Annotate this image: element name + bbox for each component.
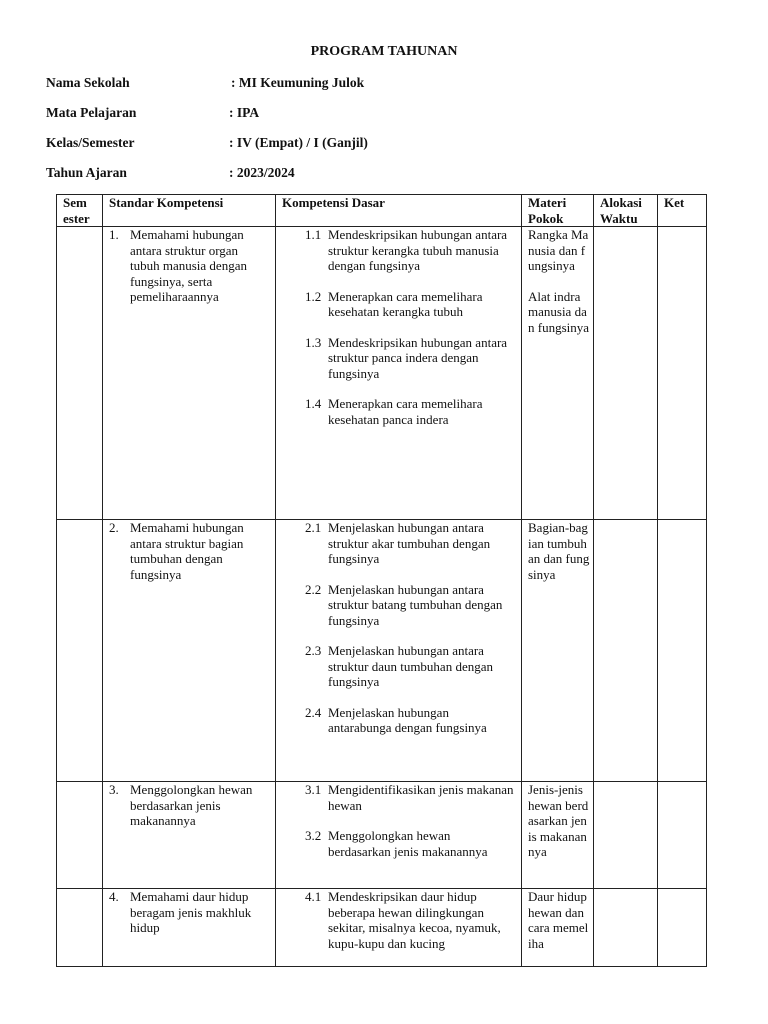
sk-number: 4. bbox=[109, 889, 119, 904]
kd-text: Menerapkan cara memelihara kesehatan panca indera bbox=[328, 396, 483, 427]
kd-text: Menjelaskan hubungan antara struktur batang tumbuhan dengan fungsinya bbox=[328, 581, 503, 628]
cell-kompetensi-dasar bbox=[276, 227, 522, 520]
materi-text: Alat indra manusia dan fungsinya bbox=[528, 288, 590, 335]
kd-number: 2.3 bbox=[305, 643, 322, 658]
kd-text: Mengidentifikasikan jenis makanan hewan bbox=[328, 782, 514, 813]
cell-semester bbox=[57, 227, 103, 520]
header-semester: Sem ester bbox=[57, 195, 103, 227]
cell-standar-kompetensi bbox=[103, 782, 276, 889]
sk-number: 3. bbox=[109, 782, 119, 797]
cell-ket bbox=[658, 889, 707, 967]
meta-label: Tahun Ajaran bbox=[46, 165, 127, 180]
kd-text: Menjelaskan hubungan antara struktur daun tumbuhan dengan fungsinya bbox=[328, 643, 493, 689]
cell-materi-pokok bbox=[522, 520, 594, 782]
cell-ket bbox=[658, 520, 707, 782]
cell-kompetensi-dasar bbox=[276, 520, 522, 782]
kd-number: 1.1 bbox=[305, 227, 322, 242]
kd-number: 2.1 bbox=[305, 520, 322, 535]
cell-standar-kompetensi bbox=[103, 520, 276, 782]
kd-text: Mendeskripsikan hubungan antara struktur panca indera dengan fungsinya bbox=[328, 334, 508, 381]
cell-standar-kompetensi bbox=[103, 889, 276, 967]
materi-text: Jenis-jenis hewan berdasarkan jenis makanannya bbox=[528, 782, 589, 859]
kd-number: 1.2 bbox=[305, 288, 322, 304]
cell-alokasi-waktu bbox=[594, 782, 658, 889]
kd-number: 3.2 bbox=[305, 828, 322, 843]
cell-kompetensi-dasar bbox=[276, 782, 522, 889]
header-materi-pokok: Materi Pokok bbox=[522, 195, 594, 227]
cell-alokasi-waktu bbox=[594, 227, 658, 520]
kd-text: Menjelaskan hubungan antarabunga dengan fungsinya bbox=[328, 704, 487, 735]
header-kompetensi-dasar: Kompetensi Dasar bbox=[276, 195, 522, 227]
cell-semester bbox=[57, 520, 103, 782]
kd-number: 3.1 bbox=[305, 782, 322, 797]
kd-text: Menjelaskan hubungan antara struktur akar tumbuhan dengan fungsinya bbox=[328, 520, 491, 566]
materi-text: Daur hidup hewan dan cara memeliha bbox=[528, 889, 589, 951]
table-row bbox=[57, 782, 707, 889]
cell-ket bbox=[658, 227, 707, 520]
table-row bbox=[57, 520, 707, 782]
kd-text: Menerapkan cara memelihara kesehatan kerangka tubuh bbox=[328, 288, 483, 319]
cell-materi-pokok bbox=[522, 782, 594, 889]
sk-text: Menggolongkan hewan berdasarkan jenis makanannya bbox=[130, 782, 253, 828]
sk-number: 1. bbox=[109, 227, 119, 242]
sk-text: Memahami daur hidup beragam jenis makhluk hidup bbox=[130, 889, 252, 935]
cell-alokasi-waktu bbox=[594, 889, 658, 967]
meta-label: Mata Pelajaran bbox=[46, 105, 137, 120]
cell-semester bbox=[57, 782, 103, 889]
program-table bbox=[56, 194, 707, 967]
meta-label: Nama Sekolah bbox=[46, 75, 130, 90]
meta-value: : 2023/2024 bbox=[229, 165, 295, 180]
meta-value: : MI Keumuning Julok bbox=[231, 75, 365, 90]
document-title: PROGRAM TAHUNAN bbox=[310, 44, 458, 59]
materi-text: Rangka Manusia dan fungsinya bbox=[528, 227, 589, 273]
cell-ket bbox=[658, 782, 707, 889]
cell-kompetensi-dasar bbox=[276, 889, 522, 967]
cell-alokasi-waktu bbox=[594, 520, 658, 782]
sk-text: Memahami hubungan antara struktur bagian tumbuhan dengan fungsinya bbox=[130, 520, 244, 582]
meta-value: : IPA bbox=[229, 105, 260, 120]
sk-text: Memahami hubungan antara struktur organ tubuh manusia dengan fungsinya, serta pemeliharaannya bbox=[130, 227, 247, 304]
kd-text: Mendeskripsikan hubungan antara struktur kerangka tubuh manusia dengan fungsinya bbox=[328, 227, 508, 273]
meta-label: Kelas/Semester bbox=[46, 135, 135, 150]
header-standar-kompetensi: Standar Kompetensi bbox=[103, 195, 276, 227]
cell-semester bbox=[57, 889, 103, 967]
meta-value: : IV (Empat) / I (Ganjil) bbox=[229, 135, 368, 150]
kd-text: Mendeskripsikan daur hidup beberapa hewan dilingkungan sekitar, misalnya kecoa, nyamuk, kupu-kupu dan kucing bbox=[328, 889, 501, 951]
kd-number: 2.4 bbox=[305, 704, 322, 720]
materi-text: Bagian-bagian tumbuhan dan fungsinya bbox=[528, 520, 590, 582]
kd-text: Menggolongkan hewan berdasarkan jenis makanannya bbox=[328, 828, 488, 859]
kd-number: 1.3 bbox=[305, 334, 322, 350]
sk-number: 2. bbox=[109, 520, 119, 535]
kd-number: 2.2 bbox=[305, 581, 322, 597]
kd-number: 1.4 bbox=[305, 396, 322, 411]
cell-materi-pokok bbox=[522, 889, 594, 967]
table-header-row bbox=[57, 195, 707, 227]
table-row bbox=[57, 227, 707, 520]
kd-number: 4.1 bbox=[305, 889, 322, 904]
header-ket: Ket bbox=[658, 195, 707, 227]
header-alokasi-waktu: Alokasi Waktu bbox=[594, 195, 658, 227]
cell-materi-pokok bbox=[522, 227, 594, 520]
cell-standar-kompetensi bbox=[103, 227, 276, 520]
table-row bbox=[57, 889, 707, 967]
